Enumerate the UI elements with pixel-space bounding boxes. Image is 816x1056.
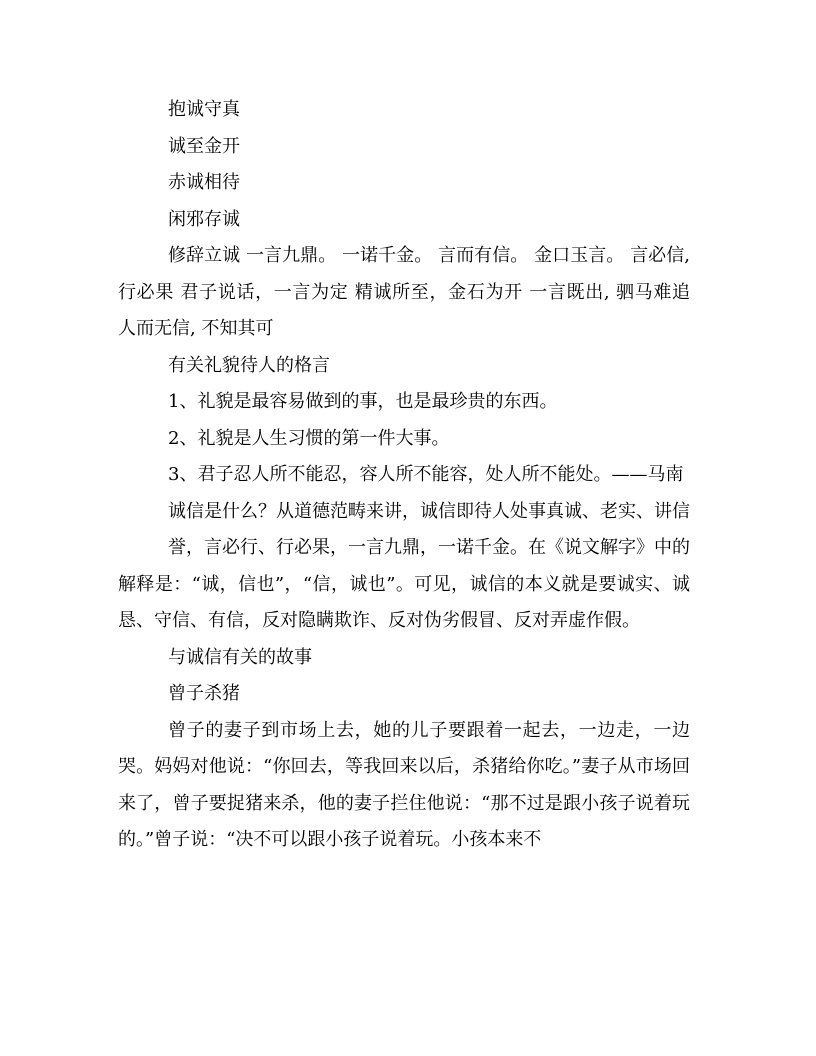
paragraph-2: 诚至金开 <box>168 135 240 157</box>
idiom-list-paragraph: 修辞立诚 一言九鼎。 一诺千金。 言而有信。 金口玉言。 言必信, 行必果 君子说话，一言为定 精诚所至，金石为开 一言既出, 驷马难追 人而无信, 不知其可 <box>118 245 690 339</box>
maxim-3: 3、君子忍人所不能忍，容人所不能容，处人所不能处。——马南 <box>168 464 684 485</box>
section-heading-courtesy: 有关礼貌待人的格言 <box>168 354 330 376</box>
paragraph-3: 赤诚相待 <box>168 172 240 193</box>
story-title: 曾子杀猪 <box>168 683 240 704</box>
section-heading-stories: 与诚信有关的故事 <box>168 646 312 668</box>
maxim-2: 2、礼貌是人生习惯的第一件大事。 <box>168 427 450 449</box>
document-body <box>118 92 690 859</box>
integrity-definition-paragraph: 诚信是什么？从道德范畴来讲，诚信即待人处事真诚、老实、讲信 <box>168 500 690 522</box>
story-body-paragraph: 曾子的妻子到市场上去，她的儿子要跟着一起去，一边走，一边哭。妈妈对他说：“你回去，等我回来以后，杀猪给你吃。”妻子从市场回来了，曾子要捉猪来杀，他的妻子拦住他说：“那不过是跟小孩子说着玩的。”曾子说：“决不可以跟小孩子说着玩。小孩本来不 <box>118 719 690 850</box>
maxim-1: 1、礼貌是最容易做到的事，也是最珍贵的东西。 <box>168 391 558 412</box>
integrity-explanation-paragraph: 誉，言必行、行必果，一言九鼎，一诺千金。在《说文解字》中的解释是：“诚，信也”，“信，诚也”。可见，诚信的本义就是要诚实、诚恳、守信、有信，反对隐瞒欺诈、反对伪劣假冒、反对弄虚作假。 <box>118 537 690 631</box>
paragraph-1: 抱诚守真 <box>168 99 240 120</box>
paragraph-4: 闲邪存诚 <box>168 208 240 230</box>
